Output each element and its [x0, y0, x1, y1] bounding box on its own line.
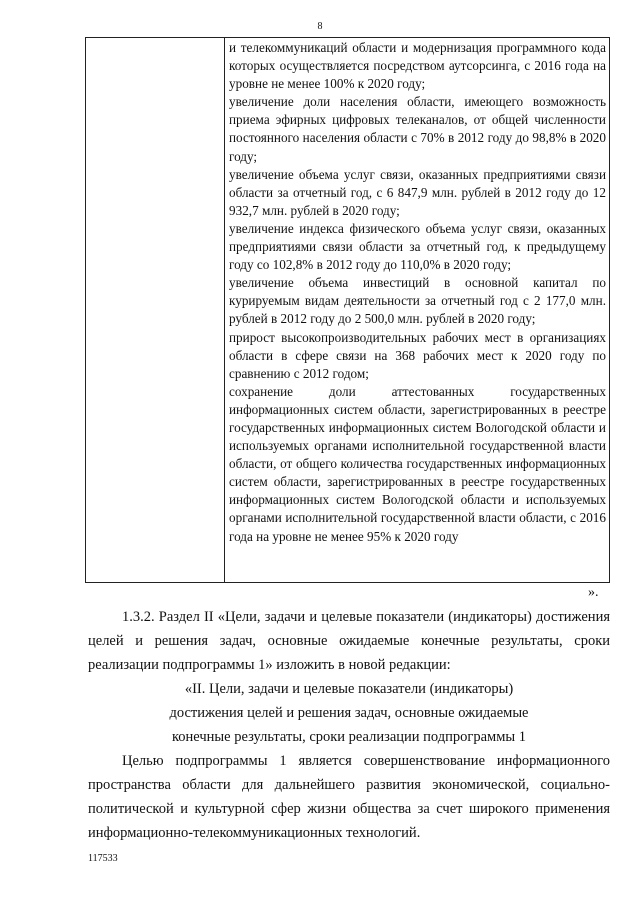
indicator-item: увеличение индекса физического объема услуг связи, оказанных предприятиями связи области за отчетный год, к предыдущему году со 102,8% в 2012 году до 110,0% в 2020 году; — [229, 220, 606, 273]
section-heading-line: достижения целей и решения задач, основные ожидаемые — [169, 705, 529, 721]
section-heading-line: конечные результаты, сроки реализации подпрограммы 1 — [171, 729, 527, 745]
section-heading-line: «II. Цели, задачи и целевые показатели (индикаторы) — [184, 681, 514, 697]
indicator-item: увеличение объема инвестиций в основной капитал по курируемым видам деятельности за отчетный год с 2 177,0 млн. рублей в 2012 году до 2 500,0 млн. рублей в 2020 году; — [229, 275, 606, 327]
indicator-item: сохранение доли аттестованных государственных информационных систем области, зарегистрированных в реестре государственных информационных систем Вологодской области и используемых органами исполнительной государственной власти области, от общего количества государственных информационных систем области, зарегистрированных в реестре государственных информационных систем Вологодской области и используемых органами исполнительной государственной власти области, с 2016 года на уровне не менее 95% к 2020 году — [229, 383, 606, 544]
document-body — [88, 605, 610, 845]
indicators-table — [85, 37, 610, 583]
closing-quote: ». — [588, 585, 599, 600]
goal-paragraph: Целью подпрограммы 1 является совершенствование информационного пространства области для дальнейшего развития экономической, социально-политической и культурной сфер жизни общества за счет широкого применения информационно-телекоммуникационных технологий. — [88, 753, 610, 841]
page-number: 8 — [317, 21, 323, 32]
document-code: 117533 — [88, 853, 118, 864]
indicator-item: увеличение доли населения области, имеющего возможность приема эфирных цифровых телеканалов, от общей численности постоянного населения области с 70% в 2012 году до 98,8% в 2020 году; — [229, 94, 606, 164]
indicator-item: прирост высокопроизводительных рабочих мест в организациях области в сфере связи на 368 рабочих мест к 2020 году по сравнению с 2012 годом; — [229, 329, 606, 381]
indicator-item: и телекоммуникаций области и модернизация программного кода которых осуществляется посредством аутсорсинга, с 2016 года на уровне не менее 100% к 2020 году; — [229, 40, 606, 92]
amendment-paragraph: 1.3.2. Раздел II «Цели, задачи и целевые показатели (индикаторы) достижения целей и решения задач, основные ожидаемые конечные результаты, сроки реализации подпрограммы 1» изложить в новой редакции: — [88, 609, 610, 673]
column-divider — [224, 38, 225, 582]
indicators-cell — [229, 39, 606, 546]
indicator-item: увеличение объема услуг связи, оказанных предприятиями связи области за отчетный год, с 6 847,9 млн. рублей в 2012 году до 12 932,7 млн. рублей в 2020 году; — [229, 166, 606, 218]
